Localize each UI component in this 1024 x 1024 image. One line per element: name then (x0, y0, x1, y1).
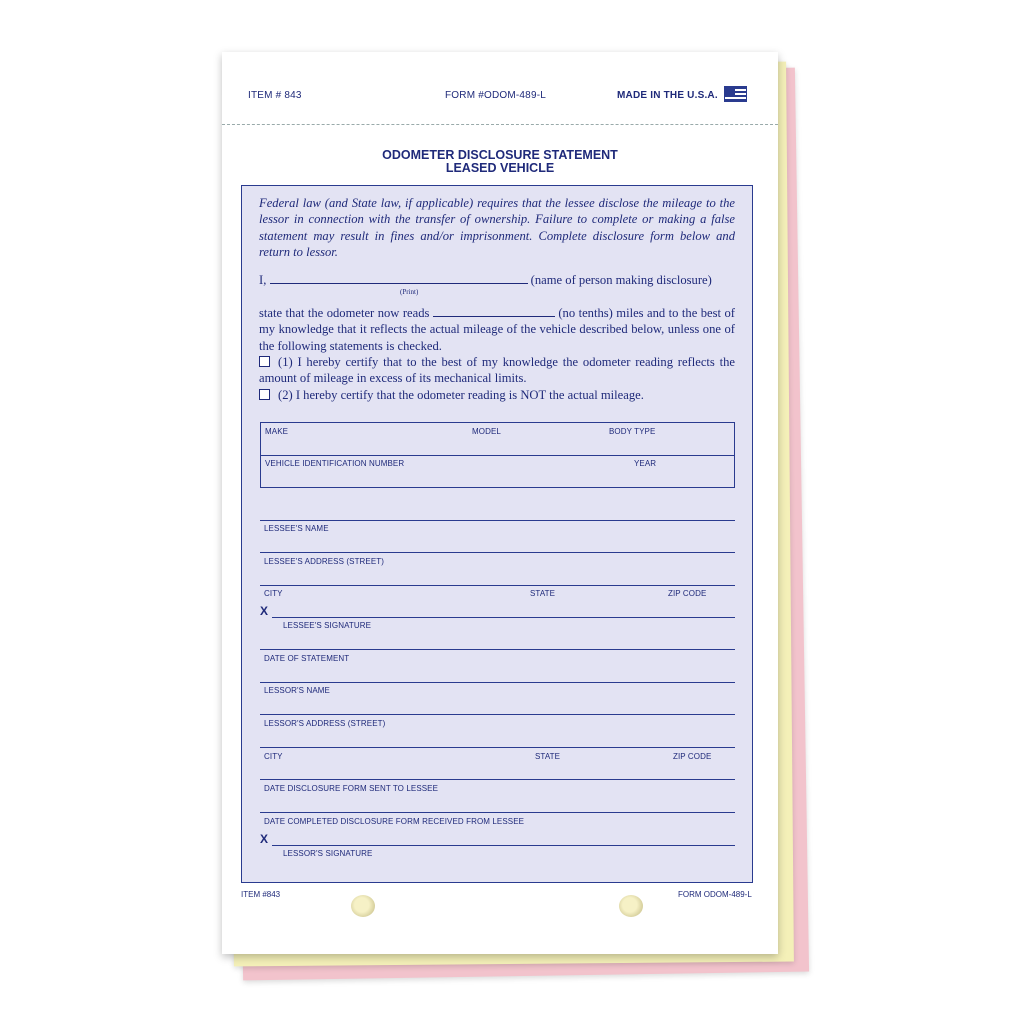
lessor-signature-line[interactable] (272, 845, 735, 846)
lessee-name-line[interactable] (260, 520, 735, 521)
footer-form-number: FORM ODOM-489-L (678, 890, 752, 899)
header-item-number: ITEM # 843 (248, 90, 302, 101)
lessee-address-label: LESSEE'S ADDRESS (STREET) (264, 557, 385, 566)
lessee-address-line[interactable] (260, 552, 735, 553)
lessee-state-label: STATE (530, 589, 556, 598)
odometer-prefix: state that the odometer now reads (259, 306, 430, 320)
date-of-statement-label: DATE OF STATEMENT (264, 654, 350, 663)
lessor-city-label: CITY (264, 752, 283, 761)
legal-notice: Federal law (and State law, if applicable) requires that the lessee disclose the mileage to the lessor in connection with the transfer of ownership. Failure to complete or making a false statement may result in fines and/or imprisonment. Complete disclosure form below and return to lessor. (259, 196, 735, 260)
lessee-signature-x: X (260, 604, 269, 618)
name-input-line[interactable] (270, 272, 528, 284)
header-form-number: FORM #ODOM-489-L (445, 90, 546, 101)
date-received-label: DATE COMPLETED DISCLOSURE FORM RECEIVED FROM LESSEE (264, 817, 525, 826)
lessee-signature-line[interactable] (272, 617, 735, 618)
option-1-checkbox[interactable] (259, 356, 270, 367)
header-made-in: MADE IN THE U.S.A. (617, 90, 718, 101)
lessee-city-line[interactable] (260, 585, 735, 586)
lessor-name-line[interactable] (260, 682, 735, 683)
vin-field[interactable]: VEHICLE IDENTIFICATION NUMBER (265, 459, 405, 468)
name-prefix: I, (259, 273, 267, 287)
odometer-rest: best of my knowledge that it reflects the actual mileage of the vehicle described below, unless one of the following statements is checked. (259, 306, 735, 353)
date-received-line[interactable] (260, 812, 735, 813)
make-field[interactable]: MAKE (265, 427, 289, 436)
lessor-address-label: LESSOR'S ADDRESS (STREET) (264, 719, 386, 728)
lessee-zip-label: ZIP CODE (668, 589, 707, 598)
lessee-name-label: LESSEE'S NAME (264, 524, 329, 533)
date-sent-label: DATE DISCLOSURE FORM SENT TO LESSEE (264, 784, 439, 793)
option-1 (259, 354, 735, 387)
odometer-statement (259, 305, 735, 354)
name-suffix: (name of person making disclosure) (530, 273, 712, 287)
body-type-field[interactable]: BODY TYPE (609, 427, 656, 436)
perforation-line (222, 124, 778, 125)
option-2-checkbox[interactable] (259, 389, 270, 400)
option-2 (259, 387, 735, 403)
us-flag-icon (724, 86, 747, 102)
vehicle-box-divider (261, 455, 734, 456)
odometer-input-line[interactable] (433, 305, 555, 317)
print-label: (Print) (400, 288, 419, 296)
date-sent-line[interactable] (260, 779, 735, 780)
lessor-signature-x: X (260, 832, 269, 846)
lessor-state-label: STATE (535, 752, 561, 761)
name-statement (259, 272, 735, 288)
lessor-city-line[interactable] (260, 747, 735, 748)
option-1-text: (1) I hereby certify that to the best of my knowledge the odometer reading reflects the amount of mileage in excess of its mechanical limits. (259, 355, 735, 386)
form-subtitle: LEASED VEHICLE (445, 161, 555, 175)
binding-hole-left (351, 895, 375, 917)
year-field[interactable]: YEAR (634, 459, 657, 468)
lessor-signature-label: LESSOR'S SIGNATURE (283, 849, 373, 858)
date-of-statement-line[interactable] (260, 649, 735, 650)
lessor-name-label: LESSOR'S NAME (264, 686, 330, 695)
lessor-zip-label: ZIP CODE (673, 752, 712, 761)
odometer-suffix: (no tenths) miles and to the (558, 306, 698, 320)
form-title: ODOMETER DISCLOSURE STATEMENT (382, 148, 618, 162)
footer-item-number: ITEM #843 (241, 890, 281, 899)
lessee-city-label: CITY (264, 589, 283, 598)
lessee-signature-label: LESSEE'S SIGNATURE (283, 621, 372, 630)
binding-hole-right (619, 895, 643, 917)
option-2-text: (2) I hereby certify that the odometer reading is NOT the actual mileage. (278, 388, 644, 402)
lessor-address-line[interactable] (260, 714, 735, 715)
model-field[interactable]: MODEL (472, 427, 501, 436)
